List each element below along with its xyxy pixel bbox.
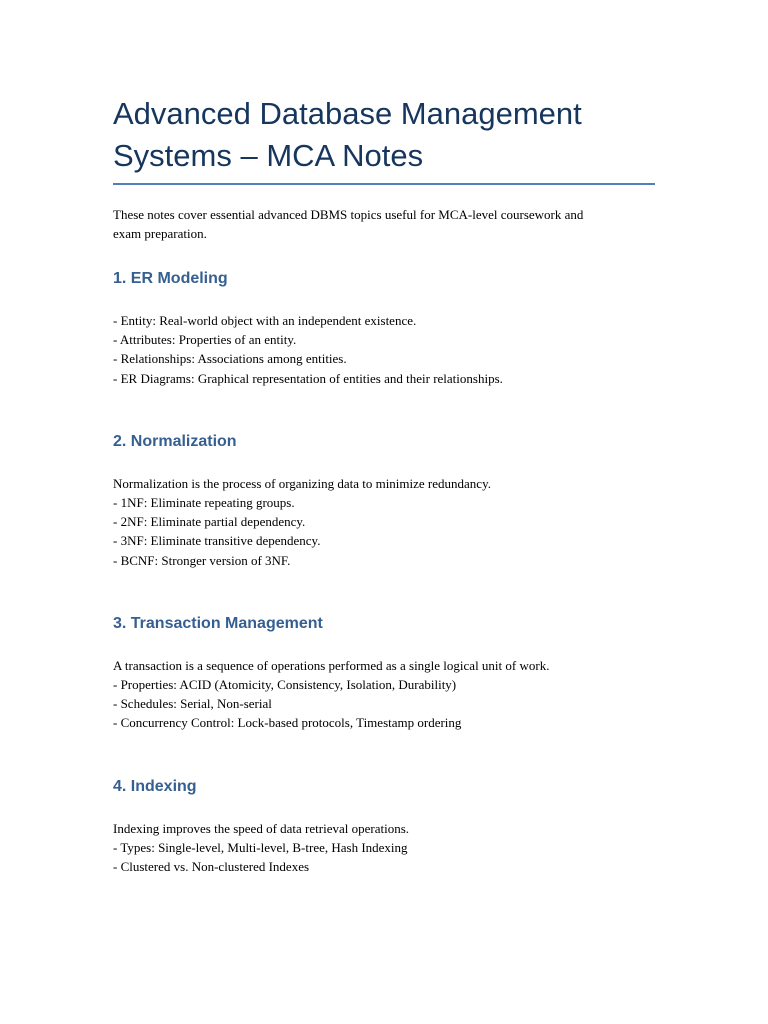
body-line: - Schedules: Serial, Non-serial [113,696,272,712]
body-line: - Concurrency Control: Lock-based protocols, Timestamp ordering [113,715,462,731]
title-underline-rule [113,183,655,185]
section-heading: 1. ER Modeling [113,270,228,287]
section-indexing [113,777,655,877]
body-line: - Properties: ACID (Atomicity, Consistency, Isolation, Durability) [113,677,457,693]
body-line: - 2NF: Eliminate partial dependency. [113,514,306,530]
section-heading: 2. Normalization [113,432,237,450]
section-body [113,311,655,388]
section-heading: 4. Indexing [113,777,197,795]
section-body [113,819,655,877]
section-normalization [113,432,655,570]
body-line: - 3NF: Eliminate transitive dependency. [113,533,321,549]
body-line: - BCNF: Stronger version of 3NF. [113,552,291,568]
body-line: Indexing improves the speed of data retrieval operations. [113,820,410,836]
intro-line: These notes cover essential advanced DBMS topics useful for MCA-level coursework and [113,207,584,222]
body-line: - Clustered vs. Non-clustered Indexes [113,859,310,875]
document-title [113,93,655,183]
body-line: Normalization is the process of organizing data to minimize redundancy. [113,475,491,491]
section-body [113,656,655,733]
body-line: A transaction is a sequence of operations performed as a single logical unit of work. [113,657,550,673]
section-er-modeling [113,269,655,388]
intro-line: exam preparation. [113,226,207,241]
document-title-line: Systems – MCA Notes [113,138,424,173]
body-line: - 1NF: Eliminate repeating groups. [113,495,295,511]
section-transaction-management [113,614,655,733]
intro-paragraph [113,205,655,243]
body-line: - Types: Single-level, Multi-level, B-tree, Hash Indexing [113,839,408,855]
section-body [113,474,655,570]
body-line: - Attributes: Properties of an entity. [113,332,297,348]
document-title-line: Advanced Database Management [113,96,582,131]
body-line: - Relationships: Associations among entities. [113,351,347,367]
section-heading: 3. Transaction Management [113,614,323,632]
body-line: - Entity: Real-world object with an independent existence. [113,313,417,328]
body-line: - ER Diagrams: Graphical representation of entities and their relationships. [113,370,503,386]
document-content [113,93,655,876]
